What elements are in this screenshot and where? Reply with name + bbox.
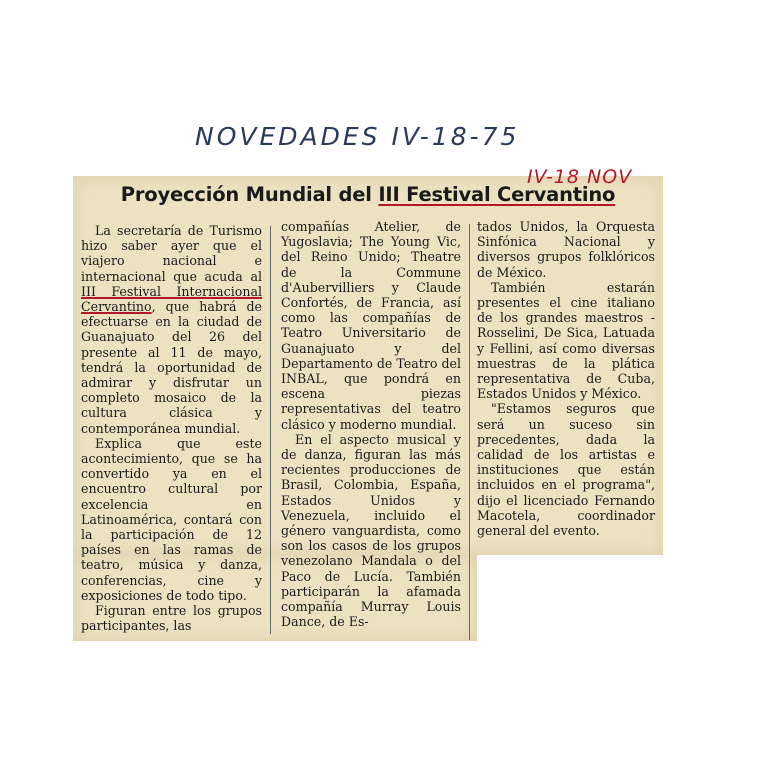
article-paragraph — [81, 223, 262, 436]
headline-text: Proyección Mundial del — [120, 183, 379, 206]
column-rule — [469, 224, 470, 640]
underlined-festival-name: III Festival Internacional Cervantino — [81, 283, 262, 315]
article-paragraph: También estarán presentes el cine italiano de los grandes maestros - Rosselini, De Sica, Latuada y Fellini, así como diversas muestras de la plática representativa de Cuba, Estados Unidos y México. — [477, 279, 655, 402]
article-paragraph: Explica que este acontecimiento, que se ha convertido ya en el encuentro cultural por excelencia en Latinoamérica, contará con la participación de 12 países en las ramas de teatro, música y danza, conferencias, cine y exposiciones de todo tipo. — [81, 435, 262, 603]
paragraph-text: , que habrá de efectuarse en la ciudad de Guanajuato del 26 del presente al 11 de mayo, tendrá la oportunidad de admirar y disfrutar un completo mosaico de la cultura clásica y contemporánea mundial. — [81, 299, 262, 436]
handwritten-source-note: NOVEDADES IV-18-75 — [195, 122, 520, 151]
handwritten-date-note: IV-18 NOV — [527, 166, 633, 188]
article-column-2 — [281, 219, 461, 629]
headline-underlined-text: III Festival Cervantino — [378, 183, 616, 206]
column-rule — [270, 226, 271, 634]
article-paragraph: Figuran entre los grupos participantes, las — [81, 603, 262, 634]
article-paragraph: "Estamos seguros que será un suceso sin precedentes, dada la calidad de los artistas e instituciones que están incluidos en el programa", dijo el licenciado Fernando Macotela, coordinador general del evento. — [477, 401, 655, 539]
article-headline — [73, 183, 663, 206]
article-paragraph: tados Unidos, la Orquesta Sinfónica Nacional y diversos grupos folklóricos de México. — [477, 219, 655, 280]
article-paragraph: compañías Atelier, de Yugoslavia; The Young Vic, del Reino Unido; Theatre de la Commune d'Aubervilliers y Claude Confortés, de Francia, así como las compañías de Teatro Universitario de Guanajuato y del Departamento de Teatro del INBAL, que pondrá en escena piezas representativas del teatro clásico y moderno mundial. — [281, 219, 461, 432]
article-column-3 — [477, 219, 655, 538]
article-column-1 — [81, 223, 262, 633]
paragraph-text: La secretaría de Turismo hizo saber ayer que el viajero nacional e internacional que acuda al — [81, 223, 262, 284]
article-paragraph: En el aspecto musical y de danza, figuran las más recientes producciones de Brasil, Colombia, España, Estados Unidos y Venezuela, incluido el género vanguardista, como son los casos de los grupos venezolano Mandala o del Paco de Lucía. También participarán la afamada compañía Murray Louis Dance, de Es- — [281, 431, 461, 630]
